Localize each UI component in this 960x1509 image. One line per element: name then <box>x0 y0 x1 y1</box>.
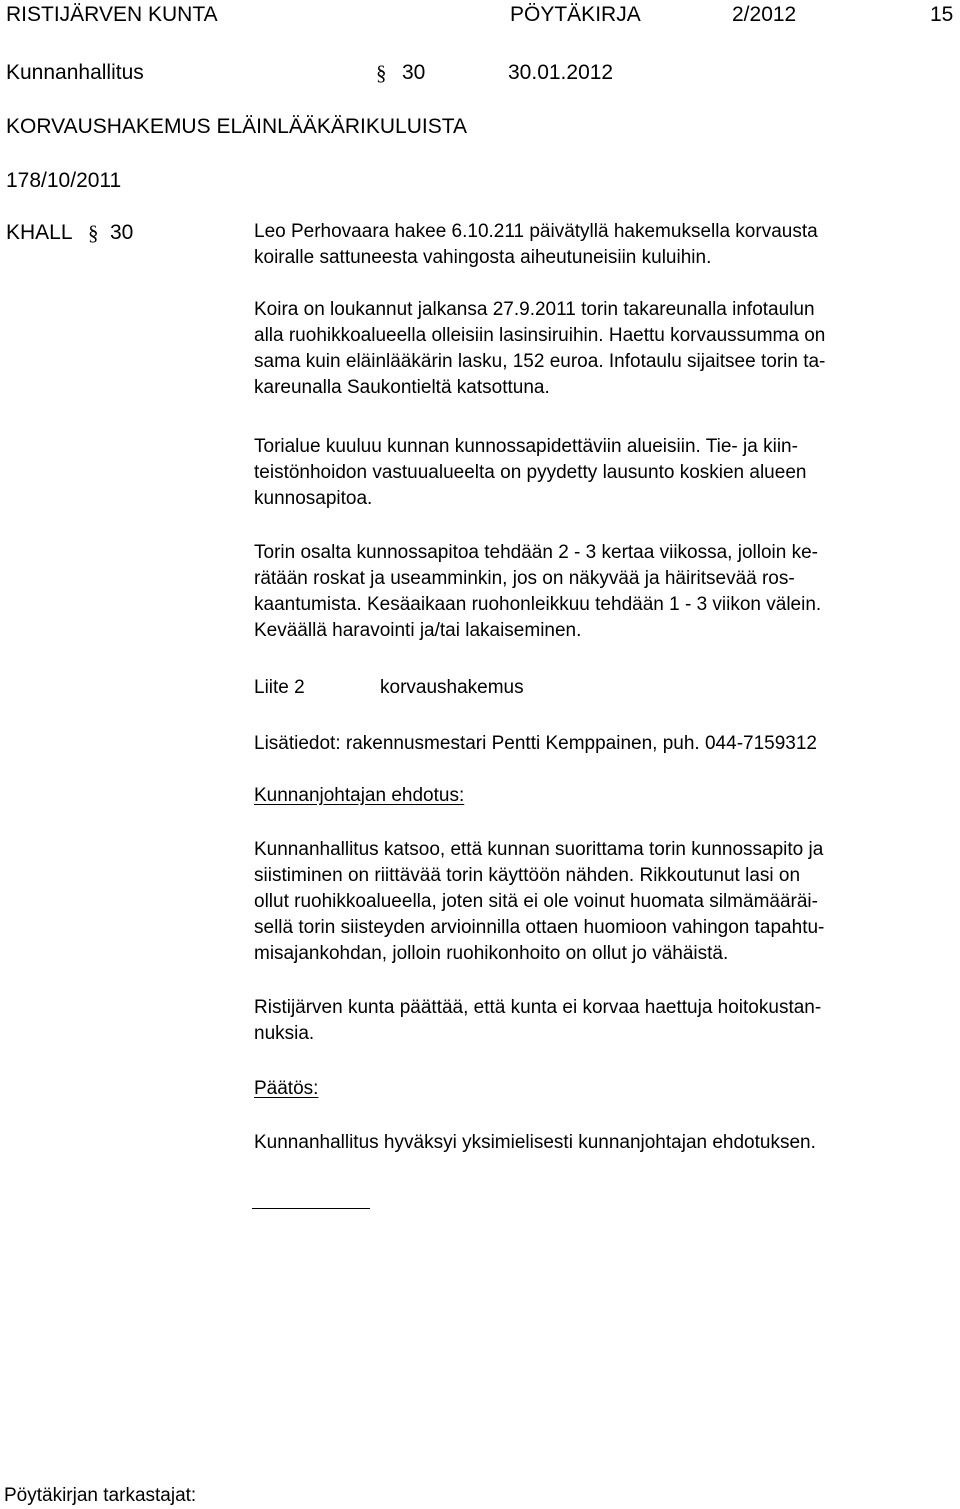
page-number: 15 <box>930 3 954 26</box>
paragraph-line: Keväällä haravointi ja/tai lakaiseminen. <box>254 620 582 641</box>
reviewers-label: Pöytäkirjan tarkastajat: <box>4 1485 197 1506</box>
proposal-line: ollut ruohikkoalueella, joten sitä ei ole voinut huomata silmämääräi- <box>254 891 818 912</box>
proposal-line: siistiminen on riittävää torin käyttöön nähden. Rikkoutunut lasi on <box>254 865 801 886</box>
section-number: 30 <box>402 61 426 84</box>
paragraph-line: koiralle sattuneesta vahingosta aiheutuneisiin kuluihin. <box>254 247 712 268</box>
khall-section-symbol: § <box>88 221 99 245</box>
decision-text: Kunnanhallitus hyväksyi yksimielisesti kunnanjohtajan ehdotuksen. <box>254 1132 816 1153</box>
attachment-name: korvaushakemus <box>380 677 524 698</box>
proposal-heading: Kunnanjohtajan ehdotus: <box>254 785 465 806</box>
doc-type: PÖYTÄKIRJA <box>510 3 641 26</box>
meeting-body: Kunnanhallitus <box>6 61 144 84</box>
paragraph-line: Torin osalta kunnossapitoa tehdään 2 - 3 kertaa viikossa, jolloin ke- <box>254 542 818 563</box>
contact-info: Lisätiedot: rakennusmestari Pentti Kemppainen, puh. 044-7159312 <box>254 733 817 754</box>
proposal-line: sellä torin siisteyden arvioinnilla ottaen huomioon vahingon tapahtu- <box>254 917 825 938</box>
section-symbol: § <box>376 61 387 85</box>
paragraph-line: kunnosapitoa. <box>254 488 373 509</box>
paragraph-line: teistönhoidon vastuualueelta on pyydetty lausunto koskien alueen <box>254 462 807 483</box>
paragraph-line: Torialue kuuluu kunnan kunnossapidettäviin alueisiin. Tie- ja kiin- <box>254 436 798 457</box>
paragraph-line: Leo Perhovaara hakee 6.10.211 päivätyllä hakemuksella korvausta <box>254 221 818 242</box>
proposal-line: Ristijärven kunta päättää, että kunta ei korvaa haettuja hoitokustan- <box>254 997 822 1018</box>
proposal-line: nuksia. <box>254 1023 315 1044</box>
paragraph-line: alla ruohikkoalueella olleisiin lasinsiruihin. Haettu korvaussumma on <box>254 325 826 346</box>
proposal-line: Kunnanhallitus katsoo, että kunnan suorittama torin kunnossapito ja <box>254 839 824 860</box>
paragraph-line: kareunalla Saukontieltä katsottuna. <box>254 377 550 398</box>
attachment-label: Liite 2 <box>254 677 305 698</box>
proposal-line: misajankohdan, jolloin ruohikonhoito on ollut jo vähäistä. <box>254 943 729 964</box>
doc-number: 2/2012 <box>732 3 797 26</box>
case-number: 178/10/2011 <box>6 169 122 192</box>
org-name: RISTIJÄRVEN KUNTA <box>6 3 218 26</box>
khall-section-number: 30 <box>110 221 134 244</box>
decision-heading: Päätös: <box>254 1078 319 1099</box>
subject-title: KORVAUSHAKEMUS ELÄINLÄÄKÄRIKULUISTA <box>6 115 467 138</box>
meeting-date: 30.01.2012 <box>508 61 614 84</box>
paragraph-line: Koira on loukannut jalkansa 27.9.2011 torin takareunalla infotaulun <box>254 299 815 320</box>
separator-rule <box>252 1208 370 1209</box>
paragraph-line: sama kuin eläinlääkärin lasku, 152 euroa. Infotaulu sijaitsee torin ta- <box>254 351 826 372</box>
paragraph-line: kaantumista. Kesäaikaan ruohonleikkuu tehdään 1 - 3 viikon välein. <box>254 594 822 615</box>
paragraph-line: rätään roskat ja useamminkin, jos on näkyvää ja häiritsevää ros- <box>254 568 795 589</box>
khall-label: KHALL <box>6 221 73 244</box>
